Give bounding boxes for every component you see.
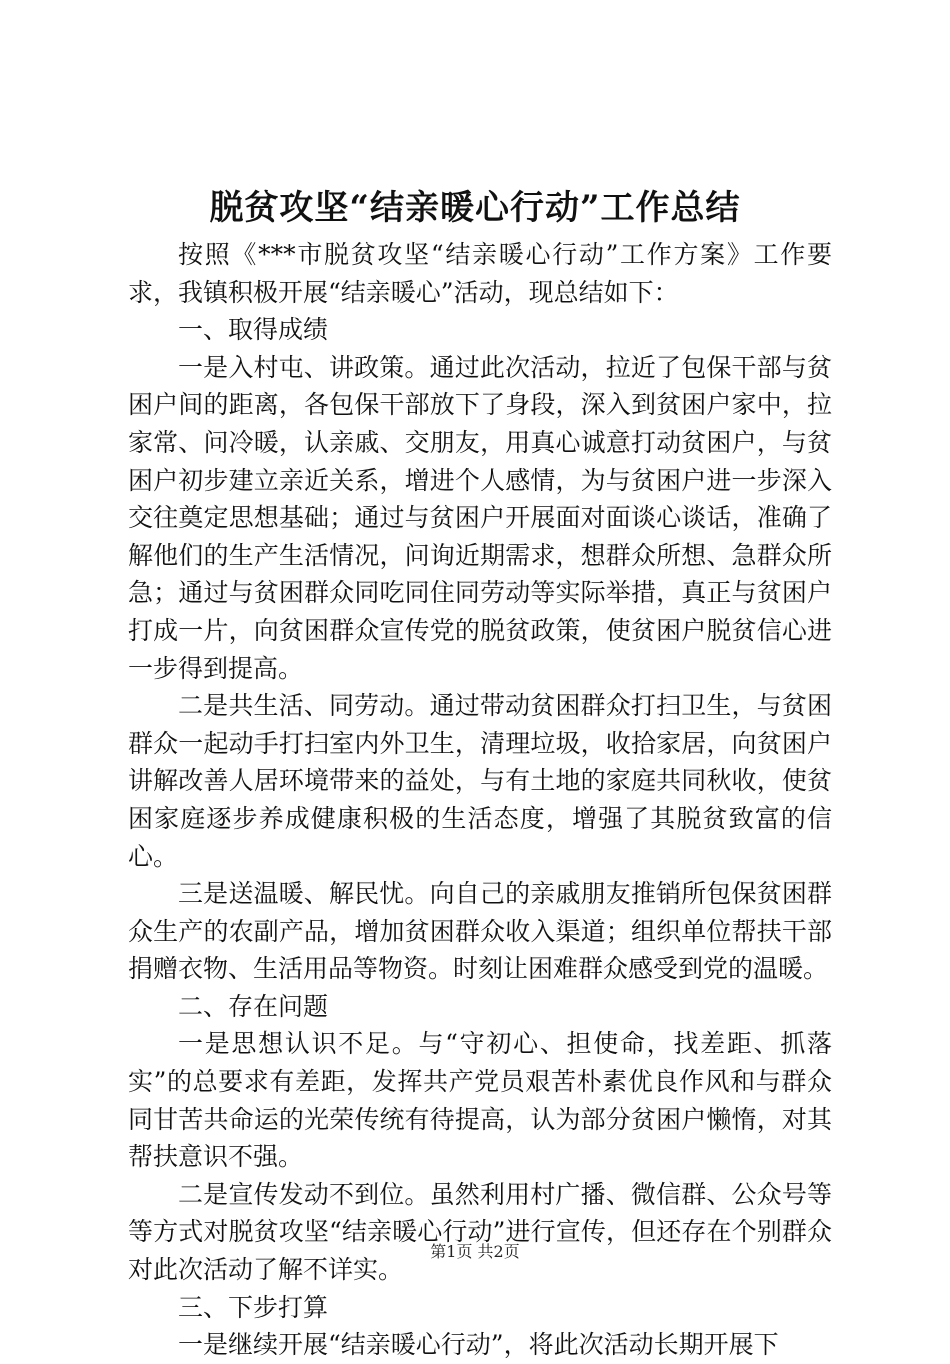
document-body [128, 236, 832, 1364]
achievement-paragraph-2: 二是共生活、同劳动。通过带动贫困群众打扫卫生，与贫困群众一起动手打扫室内外卫生，清理垃圾，收拾家居，向贫困户讲解改善人居环境带来的益处，与有土地的家庭共同秋收，使贫困家庭逐步养成健康积极的生活态度，增强了其脱贫致富的信心。 [128, 691, 832, 871]
next-step-paragraph-1: 一是继续开展“结亲暖心行动”，将此次活动长期开展下 [178, 1330, 779, 1360]
page-footer: 第1页 共2页 [430, 1242, 520, 1261]
document-title: 脱贫攻坚“结亲暖心行动”工作总结 [209, 188, 741, 228]
achievement-paragraph-3: 三是送温暖、解民忧。向自己的亲戚朋友推销所包保贫困群众生产的农副产品，增加贫困群众收入渠道；组织单位帮扶干部捐赠衣物、生活用品等物资。时刻让困难群众感受到党的温暖。 [128, 879, 832, 984]
section-heading-next-steps: 三、下步打算 [178, 1292, 329, 1322]
intro-paragraph: 按照《***市脱贫攻坚“结亲暖心行动”工作方案》工作要求，我镇积极开展“结亲暖心”活动，现总结如下： [128, 240, 832, 307]
section-heading-achievements: 一、取得成绩 [178, 315, 329, 345]
section-heading-problems: 二、存在问题 [178, 991, 329, 1021]
problem-paragraph-2: 二是宣传发动不到位。虽然利用村广播、微信群、公众号等等方式对脱贫攻坚“结亲暖心行动”进行宣传，但还存在个别群众对此次活动了解不详实。 [128, 1179, 832, 1285]
achievement-paragraph-1: 一是入村屯、讲政策。通过此次活动，拉近了包保干部与贫困户间的距离，各包保干部放下了身段，深入到贫困户家中，拉家常、问冷暖，认亲戚、交朋友，用真心诚意打动贫困户，与贫困户初步建立亲近关系，增进个人感情，为与贫困户进一步深入交往奠定思想基础；通过与贫困户开展面对面谈心谈话，准确了解他们的生产生活情况，问询近期需求，想群众所想、急群众所急；通过与贫困群众同吃同住同劳动等实际举措，真正与贫困户打成一片，向贫困群众宣传党的脱贫政策，使贫困户脱贫信心进一步得到提高。 [128, 352, 832, 683]
problem-paragraph-1: 一是思想认识不足。与“守初心、担使命，找差距、抓落实”的总要求有差距，发挥共产党员艰苦朴素优良作风和与群众同甘苦共命运的光荣传统有待提高，认为部分贫困户懒惰，对其帮扶意识不强。 [128, 1029, 832, 1172]
